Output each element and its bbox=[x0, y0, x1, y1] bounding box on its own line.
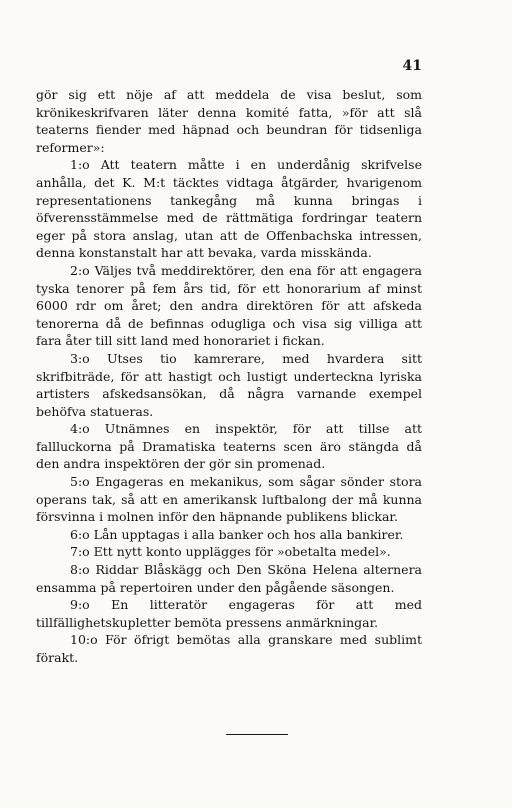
paragraph-item-9: 9:o En litteratör engageras för att med tillfällighetskupletter bemöta pressens anmärkningar. bbox=[36, 597, 422, 630]
page-number: 41 bbox=[402, 58, 422, 74]
paragraph-item-3: 3:o Utses tio kamrerare, med hvardera sitt skrifbiträde, för att hastigt och lustigt underteckna lyriska artisters afskedsansökan, då några varnande exempel behöfva statueras. bbox=[36, 350, 422, 419]
paragraph-item-10: 10:o För öfrigt bemötas alla granskare med sublimt förakt. bbox=[36, 632, 422, 665]
paragraph-intro: gör sig ett nöje af att meddela de visa beslut, som krönikeskrifvaren läter denna komité fatta, »för att slå teaterns fiender med häpnad och beundran för tidsenliga reformer»: bbox=[36, 87, 422, 155]
end-rule-divider bbox=[226, 734, 288, 735]
body-text bbox=[36, 86, 422, 667]
paragraph-item-7: 7:o Ett nytt konto upplägges för »obetalta medel». bbox=[70, 544, 391, 560]
paragraph-item-2: 2:o Väljes två meddirektörer, den ena för att engagera tyska tenorer på fem års tid, för ett honorarium af minst 6000 rdr om året; den andra direktören för att afskeda tenorerna då de befinnas odugliga och visa sig villiga att fara åter till sitt land med honorariet i fickan. bbox=[36, 262, 422, 349]
paragraph-item-5: 5:o Engageras en mekanikus, som sågar sönder stora operans tak, så att en amerikansk luftbalong der må kunna försvinna i molnen inför den häpnande publikens blickar. bbox=[36, 474, 422, 525]
paragraph-item-6: 6:o Lån upptagas i alla banker och hos alla bankirer. bbox=[70, 526, 404, 542]
paragraph-item-1: 1:o Att teatern måtte i en underdånig skrifvelse anhålla, det K. M:t täcktes vidtaga åtgärder, hvarigenom representationens tankegång må kunna bringas i öfverensstämmelse med de rättmätiga fordringar teatern eger på stora anslag, utan att de Offenbachska intressen, denna konstanstalt har att bevaka, varda misskända. bbox=[36, 157, 422, 261]
paragraph-item-8: 8:o Riddar Blåskägg och Den Sköna Helena alternera ensamma på repertoiren under den pågående säsongen. bbox=[36, 562, 422, 595]
paragraph-item-4: 4:o Utnämnes en inspektör, för att tillse att fallluckorna på Dramatiska teaterns scen äro stängda då den andra inspektören der gör sin promenad. bbox=[36, 421, 422, 472]
